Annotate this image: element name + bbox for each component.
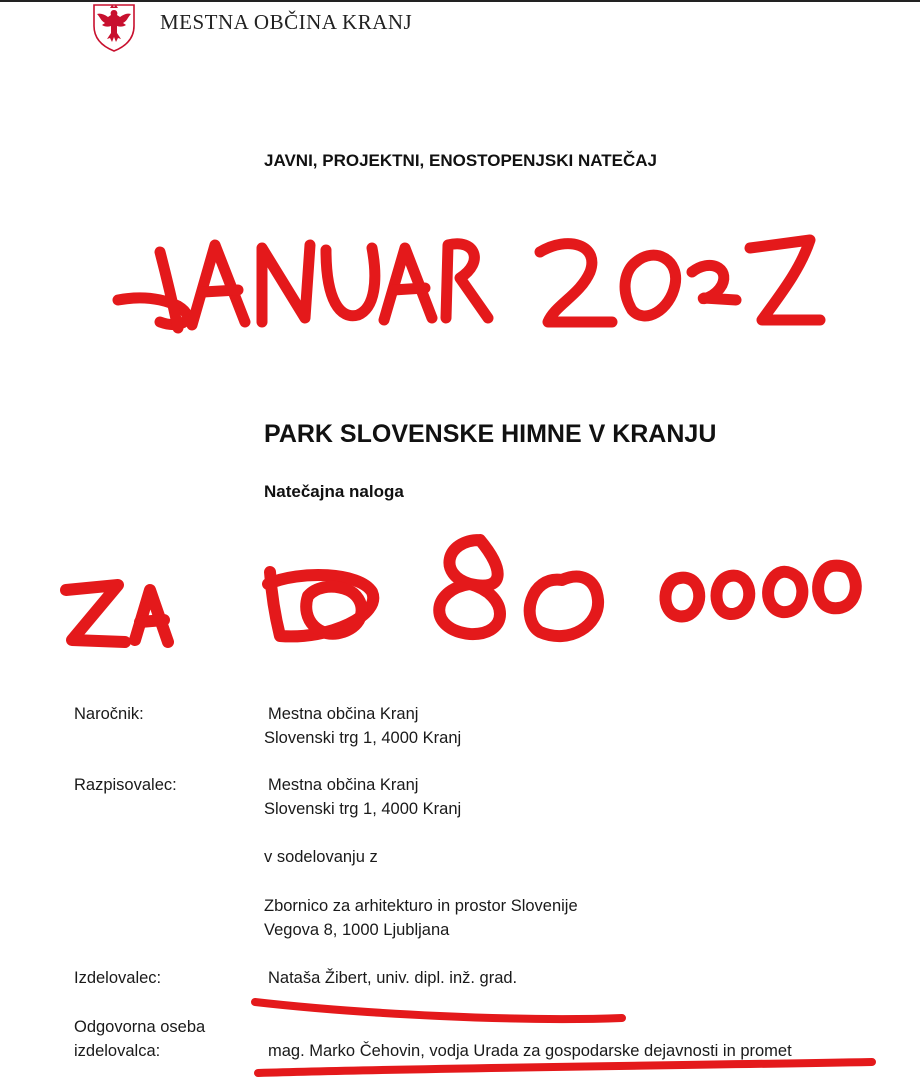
odgovorna-oseba-value: mag. Marko Čehovin, vodja Urada za gospodarske dejavnosti in promet bbox=[268, 1042, 792, 1060]
document-subtitle: Natečajna naloga bbox=[264, 482, 404, 501]
field-label-izdelovalec: Izdelovalec: bbox=[74, 969, 162, 987]
field-label-izdelovalca: izdelovalca: bbox=[74, 1042, 161, 1060]
underline-izdelovalec bbox=[255, 1002, 622, 1019]
document-type: JAVNI, PROJEKTNI, ENOSTOPENJSKI NATEČAJ bbox=[264, 151, 657, 170]
handwritten-date bbox=[118, 240, 820, 328]
field-label-odgovorna-oseba: Odgovorna oseba bbox=[74, 1018, 206, 1036]
razpisovalec-address: Slovenski trg 1, 4000 Kranj bbox=[264, 800, 462, 818]
razpisovalec-name: Mestna občina Kranj bbox=[268, 776, 419, 794]
field-label-razpisovalec: Razpisovalec: bbox=[74, 776, 177, 794]
narocnik-name: Mestna občina Kranj bbox=[268, 705, 419, 723]
izdelovalec-value: Nataša Žibert, univ. dipl. inž. grad. bbox=[268, 969, 518, 987]
partner-name: Zbornico za arhitekturo in prostor Slovenije bbox=[264, 897, 578, 915]
document-title: PARK SLOVENSKE HIMNE V KRANJU bbox=[264, 420, 717, 448]
cooperation-note: v sodelovanju z bbox=[264, 848, 378, 866]
coat-of-arms-eagle-icon bbox=[88, 2, 140, 52]
partner-address: Vegova 8, 1000 Ljubljana bbox=[264, 921, 450, 939]
handwritten-budget bbox=[66, 540, 856, 642]
narocnik-address: Slovenski trg 1, 4000 Kranj bbox=[264, 729, 462, 747]
field-label-narocnik: Naročnik: bbox=[74, 705, 144, 723]
underline-odgovorna-oseba bbox=[258, 1062, 872, 1073]
organization-name: MESTNA OBČINA KRANJ bbox=[160, 10, 413, 34]
